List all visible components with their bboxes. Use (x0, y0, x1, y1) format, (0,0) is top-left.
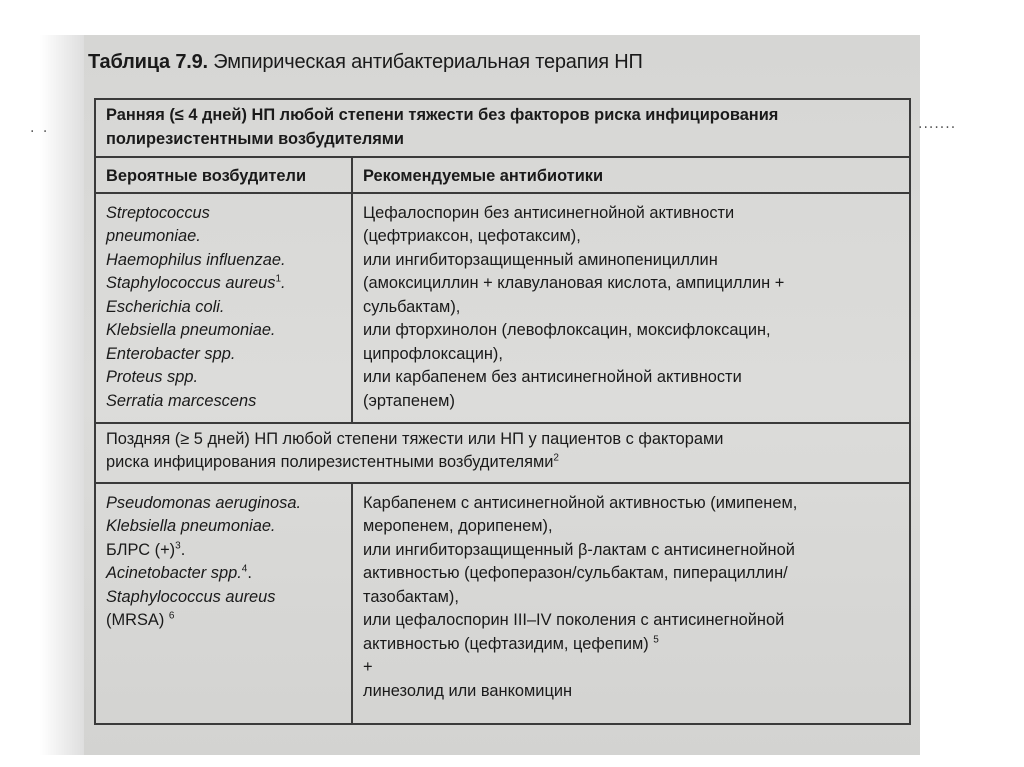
early-data-row (95, 193, 910, 423)
col-header-pathogens: Вероятные возбудители (95, 157, 352, 193)
antibiotic-line: активностью (цефоперазон/сульбактам, пиперациллин/ (363, 564, 788, 582)
pathogen-text: Acinetobacter spp. (106, 564, 242, 582)
col-header-antibiotics: Рекомендуемые антибиотики (352, 157, 910, 193)
pathogen-item-acinetobacter (106, 562, 345, 586)
table-caption (88, 51, 643, 74)
antibiotic-text: активностью (цефтазидим, цефепим) (363, 634, 649, 653)
pathogen-text: БЛРС (+) (106, 540, 176, 559)
right-dots: ....... (918, 116, 957, 132)
pathogen-period: . (180, 540, 186, 559)
antibiotic-line: линезолид или ванкомицин (363, 681, 573, 700)
early-antibiotics (352, 193, 910, 423)
left-dots: . . (30, 120, 50, 136)
antibiotic-line: сульбактам), (363, 297, 461, 316)
footnote-ref: 2 (553, 452, 559, 464)
pathogen-item: Proteus spp. (106, 368, 199, 386)
antibiotic-line: или ингибиторзащищенный аминопенициллин (363, 250, 718, 269)
table-title: Эмпирическая антибактериальная терапия НП (213, 51, 643, 73)
pathogen-item: Klebsiella pneumoniae. (106, 517, 276, 535)
therapy-table (94, 98, 911, 725)
late-header-line2: риска инфицирования полирезистентными возбудителями (106, 453, 554, 471)
pathogen-item: Klebsiella pneumoniae. (106, 321, 276, 339)
page-edge (40, 35, 84, 755)
antibiotic-line: меропенем, дорипенем), (363, 517, 553, 535)
footnote-ref: 6 (168, 610, 175, 622)
pathogen-item-staph (106, 272, 345, 296)
footnote-ref: 4 (241, 563, 248, 575)
pathogen-item: Escherichia coli. (106, 297, 225, 316)
footnote-ref: 5 (653, 634, 659, 646)
late-data-row (95, 483, 910, 725)
pathogen-item: Streptococcus (106, 203, 210, 222)
footnote-ref: 3 (175, 540, 181, 552)
late-header-row (95, 423, 910, 483)
late-pathogens (95, 483, 352, 725)
pathogen-item: Pseudomonas aeruginosa. (106, 493, 301, 512)
early-pathogens (95, 193, 352, 423)
early-header-row (95, 99, 910, 157)
late-antibiotics (352, 483, 910, 725)
antibiotic-line: или карбапенем без антисинегнойной активности (363, 368, 742, 386)
antibiotic-line-footnote (363, 633, 901, 657)
antibiotic-line: или фторхинолон (левофлоксацин, моксифлоксацин, (363, 321, 771, 339)
late-header-line2-wrap (106, 451, 901, 475)
footnote-ref: 1 (275, 273, 282, 285)
early-header (95, 99, 910, 157)
antibiotic-line: или ингибиторзащищенный β-лактам с антисинегнойной (363, 540, 795, 559)
antibiotic-line: тазобактам), (363, 587, 459, 606)
antibiotic-line: или цефалоспорин III–IV поколения с антисинегнойной (363, 611, 785, 629)
pathogen-item-mrsa (106, 609, 345, 633)
pathogen-item: Serratia marcescens (106, 391, 257, 410)
antibiotic-line: ципрофлоксацин), (363, 344, 503, 363)
pathogen-item: Staphylococcus aureus (106, 587, 276, 606)
pathogen-text: (MRSA) (106, 611, 165, 629)
pathogen-item: Enterobacter spp. (106, 344, 236, 363)
pathogen-period: . (247, 564, 252, 582)
pathogen-period: . (281, 274, 286, 292)
antibiotic-line: (эртапенем) (363, 391, 455, 410)
pathogen-item: Haemophilus influenzae. (106, 250, 286, 269)
antibiotic-line: Карбапенем с антисинегнойной активностью (имипенем, (363, 493, 798, 512)
pathogen-text: Staphylococcus aureus (106, 274, 276, 292)
early-header-line1: Ранняя (≤ 4 дней) НП любой степени тяжести без факторов риска инфицирования (106, 106, 779, 124)
late-header-line1: Поздняя (≥ 5 дней) НП любой степени тяжести или НП у пациентов с факторами (106, 429, 724, 448)
pathogen-item-esbl (106, 539, 345, 563)
antibiotic-plus: + (363, 658, 373, 676)
pathogen-item: pneumoniae. (106, 227, 201, 245)
early-header-line2: полирезистентными возбудителями (106, 129, 404, 148)
late-header (95, 423, 910, 483)
antibiotic-line: Цефалоспорин без антисинегнойной активности (363, 203, 735, 222)
table-number: Таблица 7.9. (88, 51, 208, 73)
antibiotic-line: (цефтриаксон, цефотаксим), (363, 227, 581, 245)
column-header-row (95, 157, 910, 193)
antibiotic-line: (амоксициллин + клавулановая кислота, ампициллин + (363, 274, 785, 292)
